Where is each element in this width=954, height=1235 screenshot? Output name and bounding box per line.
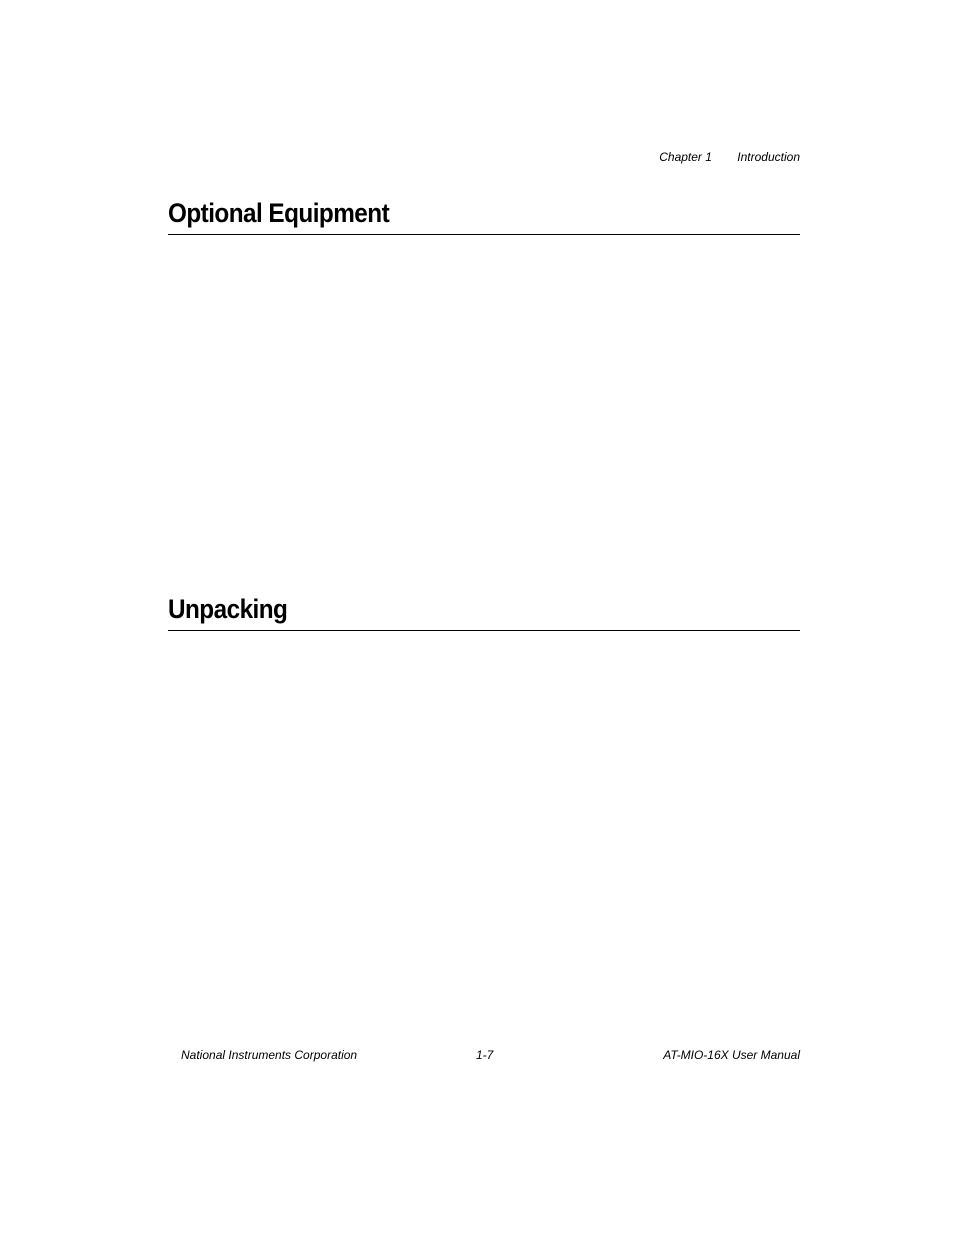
heading-rule <box>168 234 800 235</box>
chapter-title: Introduction <box>737 150 800 164</box>
heading-rule <box>168 630 800 631</box>
footer-page-number: 1-7 <box>476 1048 494 1062</box>
footer-manual-title: AT-MIO-16X User Manual <box>663 1048 800 1062</box>
running-header <box>659 150 800 164</box>
chapter-number: Chapter 1 <box>659 150 712 164</box>
section-heading-optional-equipment: Optional Equipment <box>168 198 390 228</box>
section-heading-unpacking: Unpacking <box>168 594 288 624</box>
footer-company: National Instruments Corporation <box>181 1048 358 1062</box>
